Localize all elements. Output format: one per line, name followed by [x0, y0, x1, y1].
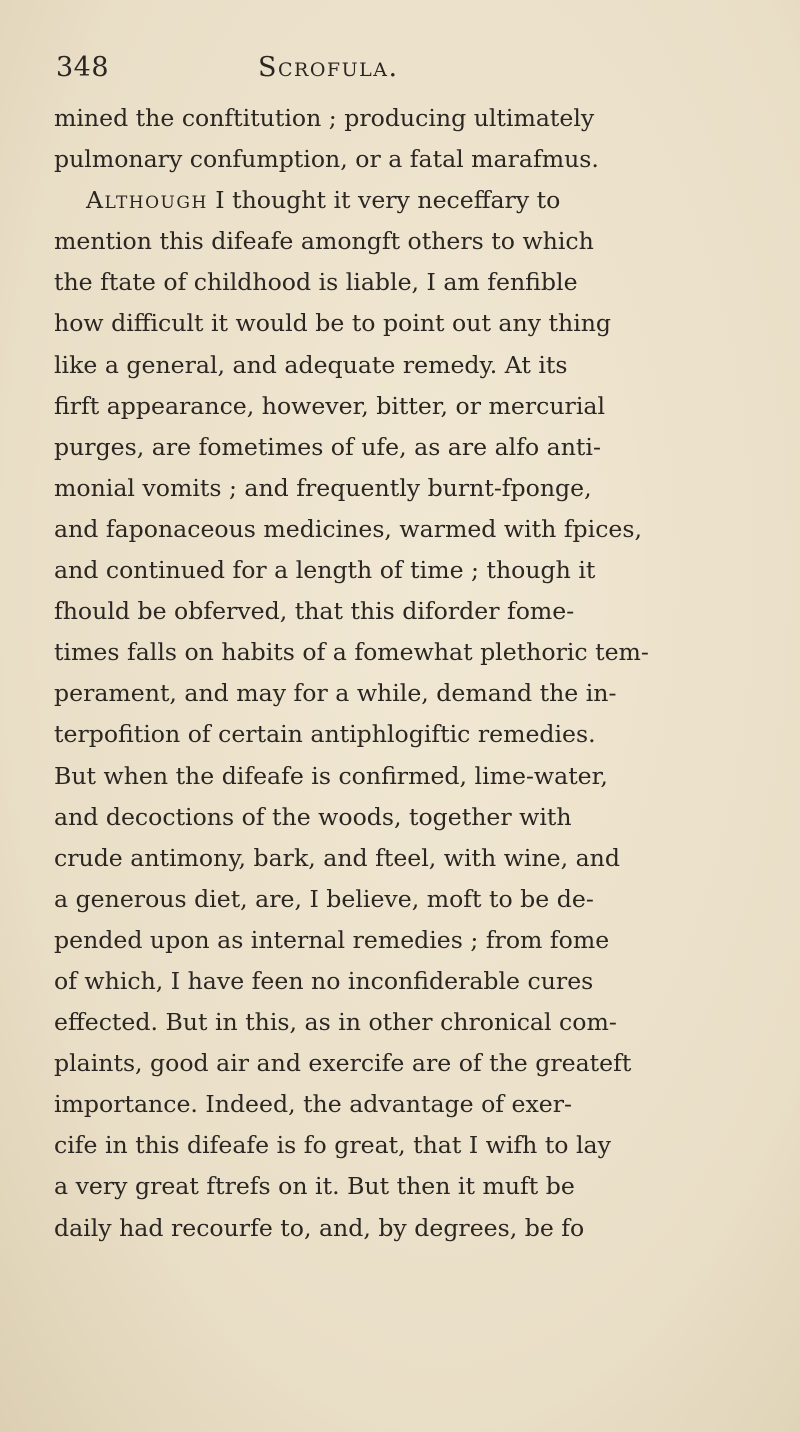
book-page [54, 48, 784, 1249]
page-header [54, 48, 784, 92]
text-line-16: terpofition of certain antiphlogiftic remedies. [54, 720, 596, 749]
text-line-12: and continued for a length of time ; though it [54, 556, 596, 585]
running-head: Scrofula. [258, 52, 399, 83]
text-line-1: mined the conftitution ; producing ultimately [54, 104, 595, 132]
text-line-11: and faponaceous medicines, warmed with fpices, [54, 514, 642, 543]
text-line-20: a generous diet, are, I believe, moft to be de- [54, 884, 594, 913]
text-line-9: purges, are fometimes of ufe, as are alfo anti- [54, 432, 601, 461]
text-line-14: times falls on habits of a fomewhat plethoric tem- [54, 638, 649, 667]
text-line-5: the ftate of childhood is liable, I am fenfible [54, 268, 578, 297]
text-line-27: a very great ftrefs on it. But then it muft be [54, 1172, 575, 1201]
paragraph-start-line [54, 180, 784, 221]
text-line-4: mention this difeafe amongft others to which [54, 227, 594, 256]
text-line-24: plaints, good air and exercife are of the greateft [54, 1049, 632, 1078]
page-number: 348 [56, 52, 110, 83]
text-line-10: monial vomits ; and frequently burnt-fponge, [54, 473, 592, 502]
text-line-13: fhould be obferved, that this diforder fome- [54, 597, 575, 626]
paragraph-lead-word: Although [86, 186, 208, 215]
text-line-6: how difficult it would be to point out any thing [54, 309, 612, 338]
text-line-18: and decoctions of the woods, together with [54, 802, 572, 831]
text-line-19: crude antimony, bark, and fteel, with wine, and [54, 843, 620, 872]
text-line-28: daily had recourfe to, and, by degrees, be fo [54, 1213, 585, 1242]
text-line-21: pended upon as internal remedies ; from fome [54, 925, 610, 954]
body-text [54, 98, 784, 1249]
text-line-22: of which, I have feen no inconfiderable cures [54, 966, 594, 995]
text-line-17: But when the difeafe is confirmed, lime-water, [54, 761, 608, 790]
text-line-15: perament, and may for a while, demand the in- [54, 679, 617, 708]
text-line-26: cife in this difeafe is fo great, that I wifh to lay [54, 1131, 611, 1160]
text-line-23: effected. But in this, as in other chronical com- [54, 1008, 617, 1037]
paragraph-lead-rest: I thought it very neceffary to [207, 186, 561, 215]
text-line-7: like a general, and adequate remedy. At its [54, 350, 568, 379]
text-line-2: pulmonary confumption, or a fatal marafmus. [54, 145, 599, 174]
text-line-25: importance. Indeed, the advantage of exer- [54, 1090, 573, 1119]
text-line-8: firft appearance, however, bitter, or mercurial [54, 391, 605, 420]
